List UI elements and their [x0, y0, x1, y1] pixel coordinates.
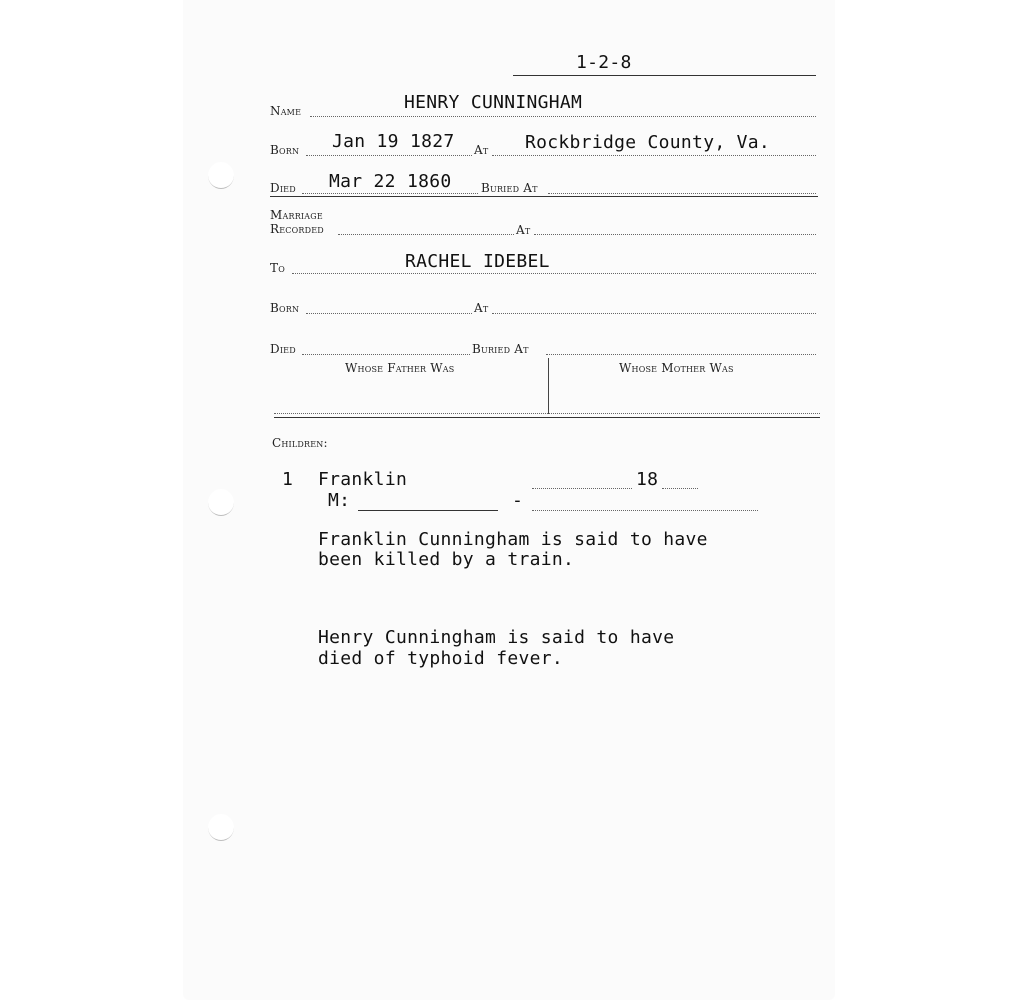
- to-label: To: [270, 261, 285, 275]
- recorded-at-line: [534, 234, 816, 235]
- spouse-name: RACHEL IDEBEL: [405, 251, 550, 272]
- child-birth-line: [532, 488, 632, 489]
- spouse-died-label: Died: [270, 342, 296, 356]
- note-franklin-line2: been killed by a train.: [318, 549, 575, 570]
- child-married-label: M:: [328, 490, 351, 511]
- children-label: Children:: [272, 436, 328, 450]
- born-label: Born: [270, 143, 300, 157]
- note-henry-line1: Henry Cunningham is said to have: [318, 627, 675, 648]
- recorded-at-label: At: [516, 223, 531, 237]
- spouse-born-at-label: At: [474, 301, 489, 315]
- whose-mother-label: Whose Mother Was: [619, 361, 734, 375]
- name-line: [310, 116, 816, 117]
- child-year-line: [662, 488, 698, 489]
- spouse-born-at-line: [492, 313, 816, 314]
- child-dash: -: [512, 490, 524, 511]
- spouse-born-label: Born: [270, 301, 300, 315]
- spouse-buried-at-line: [546, 354, 816, 355]
- child-married-line: [358, 510, 498, 511]
- punch-hole: [208, 814, 234, 841]
- child-name: Franklin: [318, 469, 408, 490]
- parents-dotted-rule: [274, 413, 820, 414]
- card-number: 1-2-8: [576, 52, 632, 73]
- marriage-label: Marriage: [270, 208, 323, 222]
- note-franklin-line1: Franklin Cunningham is said to have: [318, 529, 708, 550]
- whose-father-label: Whose Father Was: [345, 361, 455, 375]
- section-rule: [270, 196, 818, 197]
- to-line: [292, 273, 816, 274]
- recorded-label: Recorded: [270, 222, 324, 236]
- card-number-rule: [513, 75, 816, 76]
- born-place-line: [492, 155, 816, 156]
- name-label: Name: [270, 104, 302, 118]
- parents-rule: [274, 417, 820, 418]
- born-date: Jan 19 1827: [332, 131, 455, 152]
- born-place: Rockbridge County, Va.: [525, 132, 771, 153]
- punch-hole: [208, 162, 234, 189]
- died-label: Died: [270, 181, 296, 195]
- born-at-label: At: [474, 143, 489, 157]
- spouse-buried-at-label: Buried At: [472, 342, 529, 356]
- spouse-born-line: [306, 313, 472, 314]
- spouse-died-line: [302, 354, 470, 355]
- died-date-line: [302, 193, 478, 194]
- child-year-prefix: 18: [636, 469, 659, 490]
- buried-at-line: [548, 193, 816, 194]
- punch-hole: [208, 489, 234, 516]
- person-name: HENRY CUNNINGHAM: [404, 92, 583, 113]
- died-date: Mar 22 1860: [329, 171, 452, 192]
- parents-divider: [548, 358, 549, 414]
- recorded-line: [338, 234, 514, 235]
- buried-at-label: Buried At: [481, 181, 538, 195]
- child-spouse-line: [532, 510, 758, 511]
- child-number: 1: [282, 469, 294, 490]
- born-date-line: [306, 155, 472, 156]
- note-henry-line2: died of typhoid fever.: [318, 648, 564, 669]
